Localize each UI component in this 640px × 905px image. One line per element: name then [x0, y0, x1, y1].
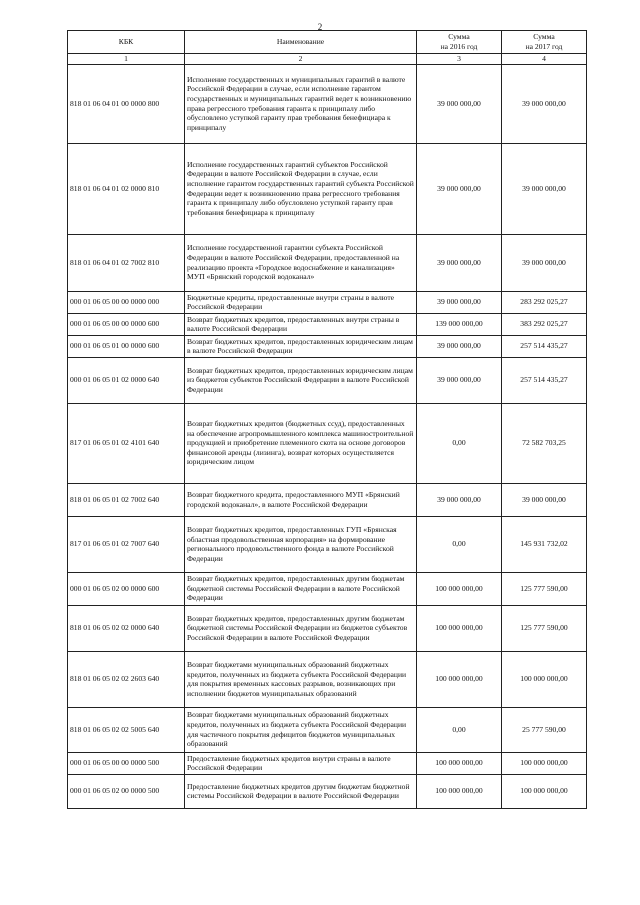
column-index-row: [68, 54, 587, 65]
row-sum-2016: 100 000 000,00: [417, 651, 502, 707]
row-sum-2017: 39 000 000,00: [502, 483, 587, 516]
row-sum-2016: 39 000 000,00: [417, 143, 502, 234]
table-row: [68, 64, 587, 143]
col-index-2: 2: [185, 54, 417, 65]
row-kbk: 000 01 06 05 02 00 0000 600: [68, 572, 185, 605]
row-sum-2017: 125 777 590,00: [502, 605, 587, 651]
row-name: Возврат бюджетного кредита, предоставленного МУП «Брянский городской водоканал», в валюте Российской Федерации: [185, 483, 417, 516]
row-kbk: 818 01 06 04 01 02 7002 810: [68, 234, 185, 291]
page-number: 2: [317, 22, 323, 32]
row-kbk: 000 01 06 05 01 00 0000 600: [68, 335, 185, 357]
table-body: [68, 64, 587, 808]
row-kbk: 000 01 06 05 01 02 0000 640: [68, 357, 185, 403]
table-row: [68, 651, 587, 707]
row-sum-2017: 257 514 435,27: [502, 357, 587, 403]
row-sum-2016: 39 000 000,00: [417, 335, 502, 357]
row-name: Исполнение государственных гарантий субъектов Российской Федерации в валюте Российской Федерации в случае, если исполнение гарантом государственных гарантий субъекта Российской Федерации ведет к возникновению права регрессного требования гаранта к принципалу либо обусловлено уступкой гаранту прав требования бенефициара к принципалу: [185, 143, 417, 234]
row-kbk: 818 01 06 04 01 00 0000 800: [68, 64, 185, 143]
row-sum-2017: 25 777 590,00: [502, 707, 587, 752]
row-sum-2016: 100 000 000,00: [417, 605, 502, 651]
row-kbk: 818 01 06 05 02 02 5005 640: [68, 707, 185, 752]
row-name: Возврат бюджетных кредитов, предоставленных другим бюджетам бюджетной системы Российской Федерации в валюте Российской Федерации: [185, 572, 417, 605]
table-row: [68, 357, 587, 403]
row-sum-2017: 145 931 732,02: [502, 516, 587, 572]
table-row: [68, 234, 587, 291]
row-sum-2017: 100 000 000,00: [502, 774, 587, 808]
row-name: Возврат бюджетами муниципальных образований бюджетных кредитов, полученных из бюджета субъекта Российской Федерации для покрытия временных кассовых разрывов, возникающих при исполнении бюджетов муниципальных образований: [185, 651, 417, 707]
row-sum-2017: 125 777 590,00: [502, 572, 587, 605]
table-row: [68, 516, 587, 572]
row-kbk: 000 01 06 05 00 00 0000 600: [68, 313, 185, 335]
row-kbk: 818 01 06 05 01 02 7002 640: [68, 483, 185, 516]
row-name: Возврат бюджетами муниципальных образований бюджетных кредитов, полученных из бюджета субъекта Российской Федерации для частичного покрытия дефицитов бюджетов муниципальных образований: [185, 707, 417, 752]
table-row: [68, 752, 587, 774]
row-name: Возврат бюджетных кредитов, предоставленных юридическим лицам из бюджетов субъектов Российской Федерации в валюте Российской Федерации: [185, 357, 417, 403]
row-name: Возврат бюджетных кредитов, предоставленных юридическим лицам в валюте Российской Федерации: [185, 335, 417, 357]
row-sum-2016: 39 000 000,00: [417, 357, 502, 403]
row-name: Исполнение государственной гарантии субъекта Российской Федерации в валюте Российской Федерации, предоставленной на реализацию проекта «Городское водоснабжение и канализация» МУП «Брянский городской водоканал»: [185, 234, 417, 291]
row-kbk: 818 01 06 04 01 02 0000 810: [68, 143, 185, 234]
row-sum-2017: 283 292 025,27: [502, 291, 587, 313]
row-kbk: 818 01 06 05 02 02 2603 640: [68, 651, 185, 707]
row-name: Возврат бюджетных кредитов, предоставленных внутри страны в валюте Российской Федерации: [185, 313, 417, 335]
row-sum-2017: 39 000 000,00: [502, 234, 587, 291]
row-kbk: 000 01 06 05 00 00 0000 000: [68, 291, 185, 313]
header-name: Наименование: [185, 31, 417, 54]
table-row: [68, 143, 587, 234]
header-kbk: КБК: [68, 31, 185, 54]
row-sum-2016: 0,00: [417, 516, 502, 572]
row-sum-2016: 100 000 000,00: [417, 572, 502, 605]
row-sum-2016: 0,00: [417, 403, 502, 483]
table-row: [68, 572, 587, 605]
row-sum-2017: 72 582 703,25: [502, 403, 587, 483]
row-sum-2017: 100 000 000,00: [502, 752, 587, 774]
row-name: Возврат бюджетных кредитов, предоставленных другим бюджетам бюджетной системы Российской Федерации из бюджетов субъектов Российской Федерации в валюте Российской Федерации: [185, 605, 417, 651]
row-kbk: 818 01 06 05 02 02 0000 640: [68, 605, 185, 651]
budget-table: [67, 30, 587, 809]
row-name: Исполнение государственных и муниципальных гарантий в валюте Российской Федерации в случае, если исполнение гарантом государственных и муниципальных гарантий ведет к возникновению права регрессного требования гаранта к принципалу либо обусловлено уступкой гаранту прав требования бенефициара к принципалу: [185, 64, 417, 143]
row-kbk: 000 01 06 05 00 00 0000 500: [68, 752, 185, 774]
row-sum-2016: 0,00: [417, 707, 502, 752]
table-row: [68, 707, 587, 752]
row-name: Бюджетные кредиты, предоставленные внутри страны в валюте Российской Федерации: [185, 291, 417, 313]
row-sum-2016: 39 000 000,00: [417, 291, 502, 313]
table-row: [68, 335, 587, 357]
header-sum-2017: Сумма на 2017 год: [502, 31, 587, 54]
row-name: Возврат бюджетных кредитов (бюджетных ссуд), предоставленных на обеспечение агропромышленного комплекса машиностроительной продукцией и приобретение племенного скота на основе договоров финансовой аренды (лизинга), возврат которых осуществляется юридическим лицом: [185, 403, 417, 483]
row-sum-2016: 39 000 000,00: [417, 64, 502, 143]
row-sum-2016: 100 000 000,00: [417, 752, 502, 774]
row-sum-2017: 39 000 000,00: [502, 64, 587, 143]
row-sum-2017: 383 292 025,27: [502, 313, 587, 335]
col-index-1: 1: [68, 54, 185, 65]
table-row: [68, 605, 587, 651]
row-name: Предоставление бюджетных кредитов внутри страны в валюте Российской Федерации: [185, 752, 417, 774]
row-sum-2016: 39 000 000,00: [417, 234, 502, 291]
col-index-4: 4: [502, 54, 587, 65]
row-sum-2017: 100 000 000,00: [502, 651, 587, 707]
row-sum-2016: 139 000 000,00: [417, 313, 502, 335]
row-kbk: 817 01 06 05 01 02 7007 640: [68, 516, 185, 572]
table-row: [68, 313, 587, 335]
row-sum-2017: 257 514 435,27: [502, 335, 587, 357]
row-name: Возврат бюджетных кредитов, предоставленных ГУП «Брянская областная продовольственная корпорация» на формирование регионального продовольственного фонда в валюте Российской Федерации: [185, 516, 417, 572]
header-row: [68, 31, 587, 54]
row-sum-2016: 100 000 000,00: [417, 774, 502, 808]
row-sum-2016: 39 000 000,00: [417, 483, 502, 516]
row-kbk: 000 01 06 05 02 00 0000 500: [68, 774, 185, 808]
row-sum-2017: 39 000 000,00: [502, 143, 587, 234]
row-kbk: 817 01 06 05 01 02 4101 640: [68, 403, 185, 483]
table-row: [68, 291, 587, 313]
col-index-3: 3: [417, 54, 502, 65]
table-row: [68, 774, 587, 808]
table-row: [68, 483, 587, 516]
table-row: [68, 403, 587, 483]
row-name: Предоставление бюджетных кредитов другим бюджетам бюджетной системы Российской Федерации в валюте Российской Федерации: [185, 774, 417, 808]
header-sum-2016: Сумма на 2016 год: [417, 31, 502, 54]
